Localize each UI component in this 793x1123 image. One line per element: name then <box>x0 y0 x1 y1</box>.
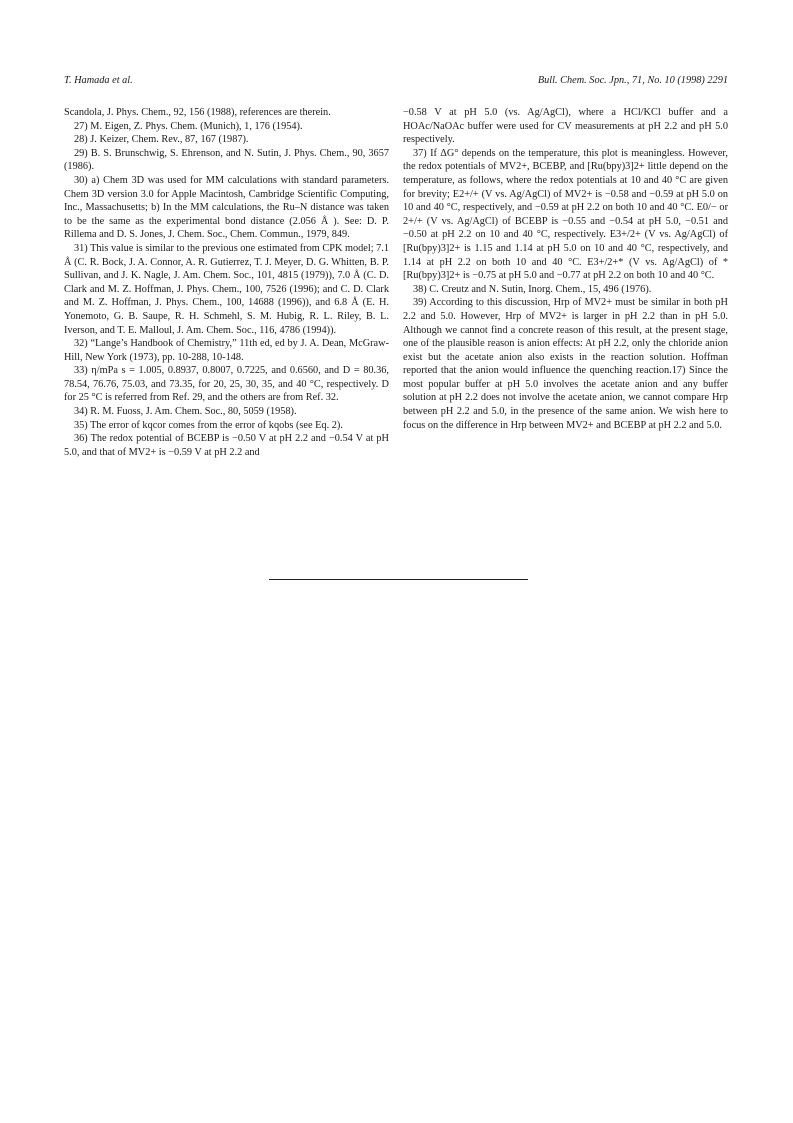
running-header <box>64 75 728 89</box>
reference-35: 35) The error of kqcor comes from the error of kqobs (see Eq. 2). <box>74 419 343 431</box>
left-column <box>64 106 389 459</box>
reference-39: 39) According to this discussion, Hrp of MV2+ must be similar in both pH 2.2 and 5.0. However, Hrp of MV2+ is larger in pH 2.2 than in pH 5.0. Although we cannot find a concrete reason of this result, at the present stage, one of the plausible reason is anion effects: At pH 2.2, only the chloride anion exist but the acetate anion also exists in the reaction solution. Hoffman reported that the anion would influence the quenching reaction.17) Since the most popular buffer at pH 5.0 involves the acetate anion and any buffer solution at pH 2.2 does not involve the acetate anion, we cannot compare Hrp between pH 2.2 and 5.0, in the presence of the same anion. We wish here to focus on the difference in Hrp between MV2+ and BCEBP at pH 2.2 and 5.0. <box>403 297 728 431</box>
reference-29: 29) B. S. Brunschwig, S. Ehrenson, and N. Sutin, J. Phys. Chem., 90, 3657 (1986). <box>64 147 389 173</box>
reference-38: 38) C. Creutz and N. Sutin, Inorg. Chem., 15, 496 (1976). <box>413 283 652 295</box>
reference-28: 28) J. Keizer, Chem. Rev., 87, 167 (1987). <box>74 134 249 146</box>
reference-26-continuation: Scandola, J. Phys. Chem., 92, 156 (1988), references are therein. <box>64 107 331 118</box>
reference-30: 30) a) Chem 3D was used for MM calculations with standard parameters. Chem 3D version 3.0 for Apple Macintosh, Cambridge Scientific Computing, Inc., Massachusetts; b) In the MM calculations, the Ru–N distance was taken to be the same as the experimental bond distance (2.056 Å ). See: D. P. Rillema and D. S. Jones, J. Chem. Soc., Chem. Commun., 1979, 849. <box>64 174 389 241</box>
header-authors: T. Hamada et al. <box>64 75 133 86</box>
reference-36: 36) The redox potential of BCEBP is −0.50 V at pH 2.2 and −0.54 V at pH 5.0, and that of MV2+ is −0.59 V at pH 2.2 and <box>64 433 389 458</box>
reference-34: 34) R. M. Fuoss, J. Am. Chem. Soc., 80, 5059 (1958). <box>74 406 297 418</box>
right-column <box>403 106 728 432</box>
reference-27: 27) M. Eigen, Z. Phys. Chem. (Munich), 1, 176 (1954). <box>74 120 303 132</box>
reference-37: 37) If ΔG° depends on the temperature, this plot is meaningless. However, the redox potentials of MV2+, BCEBP, and [Ru(bpy)3]2+ little depend on the temperature, as follows, where the redox potentials at 10 and 40 °C are given for brevity; E2+/+ (V vs. Ag/AgCl) of MV2+ is −0.58 and −0.59 at pH 5.0 on 10 and 40 °C, respectively, and −0.59 at pH 2.2 on both 10 and 40 °C. E0/− or 2+/+ (V vs. Ag/AgCl) of BCEBP is −0.55 and −0.54 at pH 5.0, −0.51 and −0.50 at pH 2.2 on 10 and 40 °C, respectively. E3+/2+ (V vs. Ag/AgCl) of [Ru(bpy)3]2+ is 1.15 and 1.14 at pH 5.0 on 10 and 40 °C, respectively, and 1.14 at pH 2.2 on both 10 and 40 °C. E3+/2+* (V vs. Ag/AgCl) of *[Ru(bpy)3]2+ is −0.75 at pH 5.0 and −0.77 at pH 2.2 on both 10 and 40 °C. <box>403 147 728 282</box>
header-journal-citation: Bull. Chem. Soc. Jpn., 71, No. 10 (1998) 2291 <box>537 75 728 86</box>
reference-31: 31) This value is similar to the previous one estimated from CPK model; 7.1 Å (C. R. Bock, J. A. Connor, A. R. Gutierrez, T. J. Meyer, D. G. Whitten, B. P. Sullivan, and J. K. Nagle, J. Am. Chem. Soc., 101, 4815 (1979)), 7.0 Å (C. D. Clark and M. Z. Hoffman, J. Phys. Chem., 100, 7526 (1996); and C. D. Clark and M. Z. Hoffman, J. Phys. Chem., 100, 14688 (1996)), and 6.8 Å (E. H. Yonemoto, G. B. Saupe, R. H. Schmehl, S. M. Hubig, R. L. Riley, B. L. Iverson, and T. E. Malloul, J. Am. Chem. Soc., 116, 4786 (1994)). <box>64 242 389 336</box>
reference-36-continuation: −0.58 V at pH 5.0 (vs. Ag/AgCl), where a HCl/KCl buffer and a HOAc/NaOAc buffer were used for CV measurements at pH 2.2 and pH 5.0 respectively. <box>403 107 728 146</box>
end-of-article-rule <box>269 579 528 580</box>
reference-32: 32) “Lange’s Handbook of Chemistry,” 11th ed, ed by J. A. Dean, McGraw-Hill, New York (1973), pp. 10-288, 10-148. <box>64 338 389 363</box>
reference-33: 33) η/mPa s = 1.005, 0.8937, 0.8007, 0.7225, and 0.6560, and D = 80.36, 78.54, 76.76, 75.03, and 73.35, for 20, 25, 30, 35, and 40 °C, respectively. D for 25 °C is referred from Ref. 29, and the others are from Ref. 32. <box>64 365 389 404</box>
